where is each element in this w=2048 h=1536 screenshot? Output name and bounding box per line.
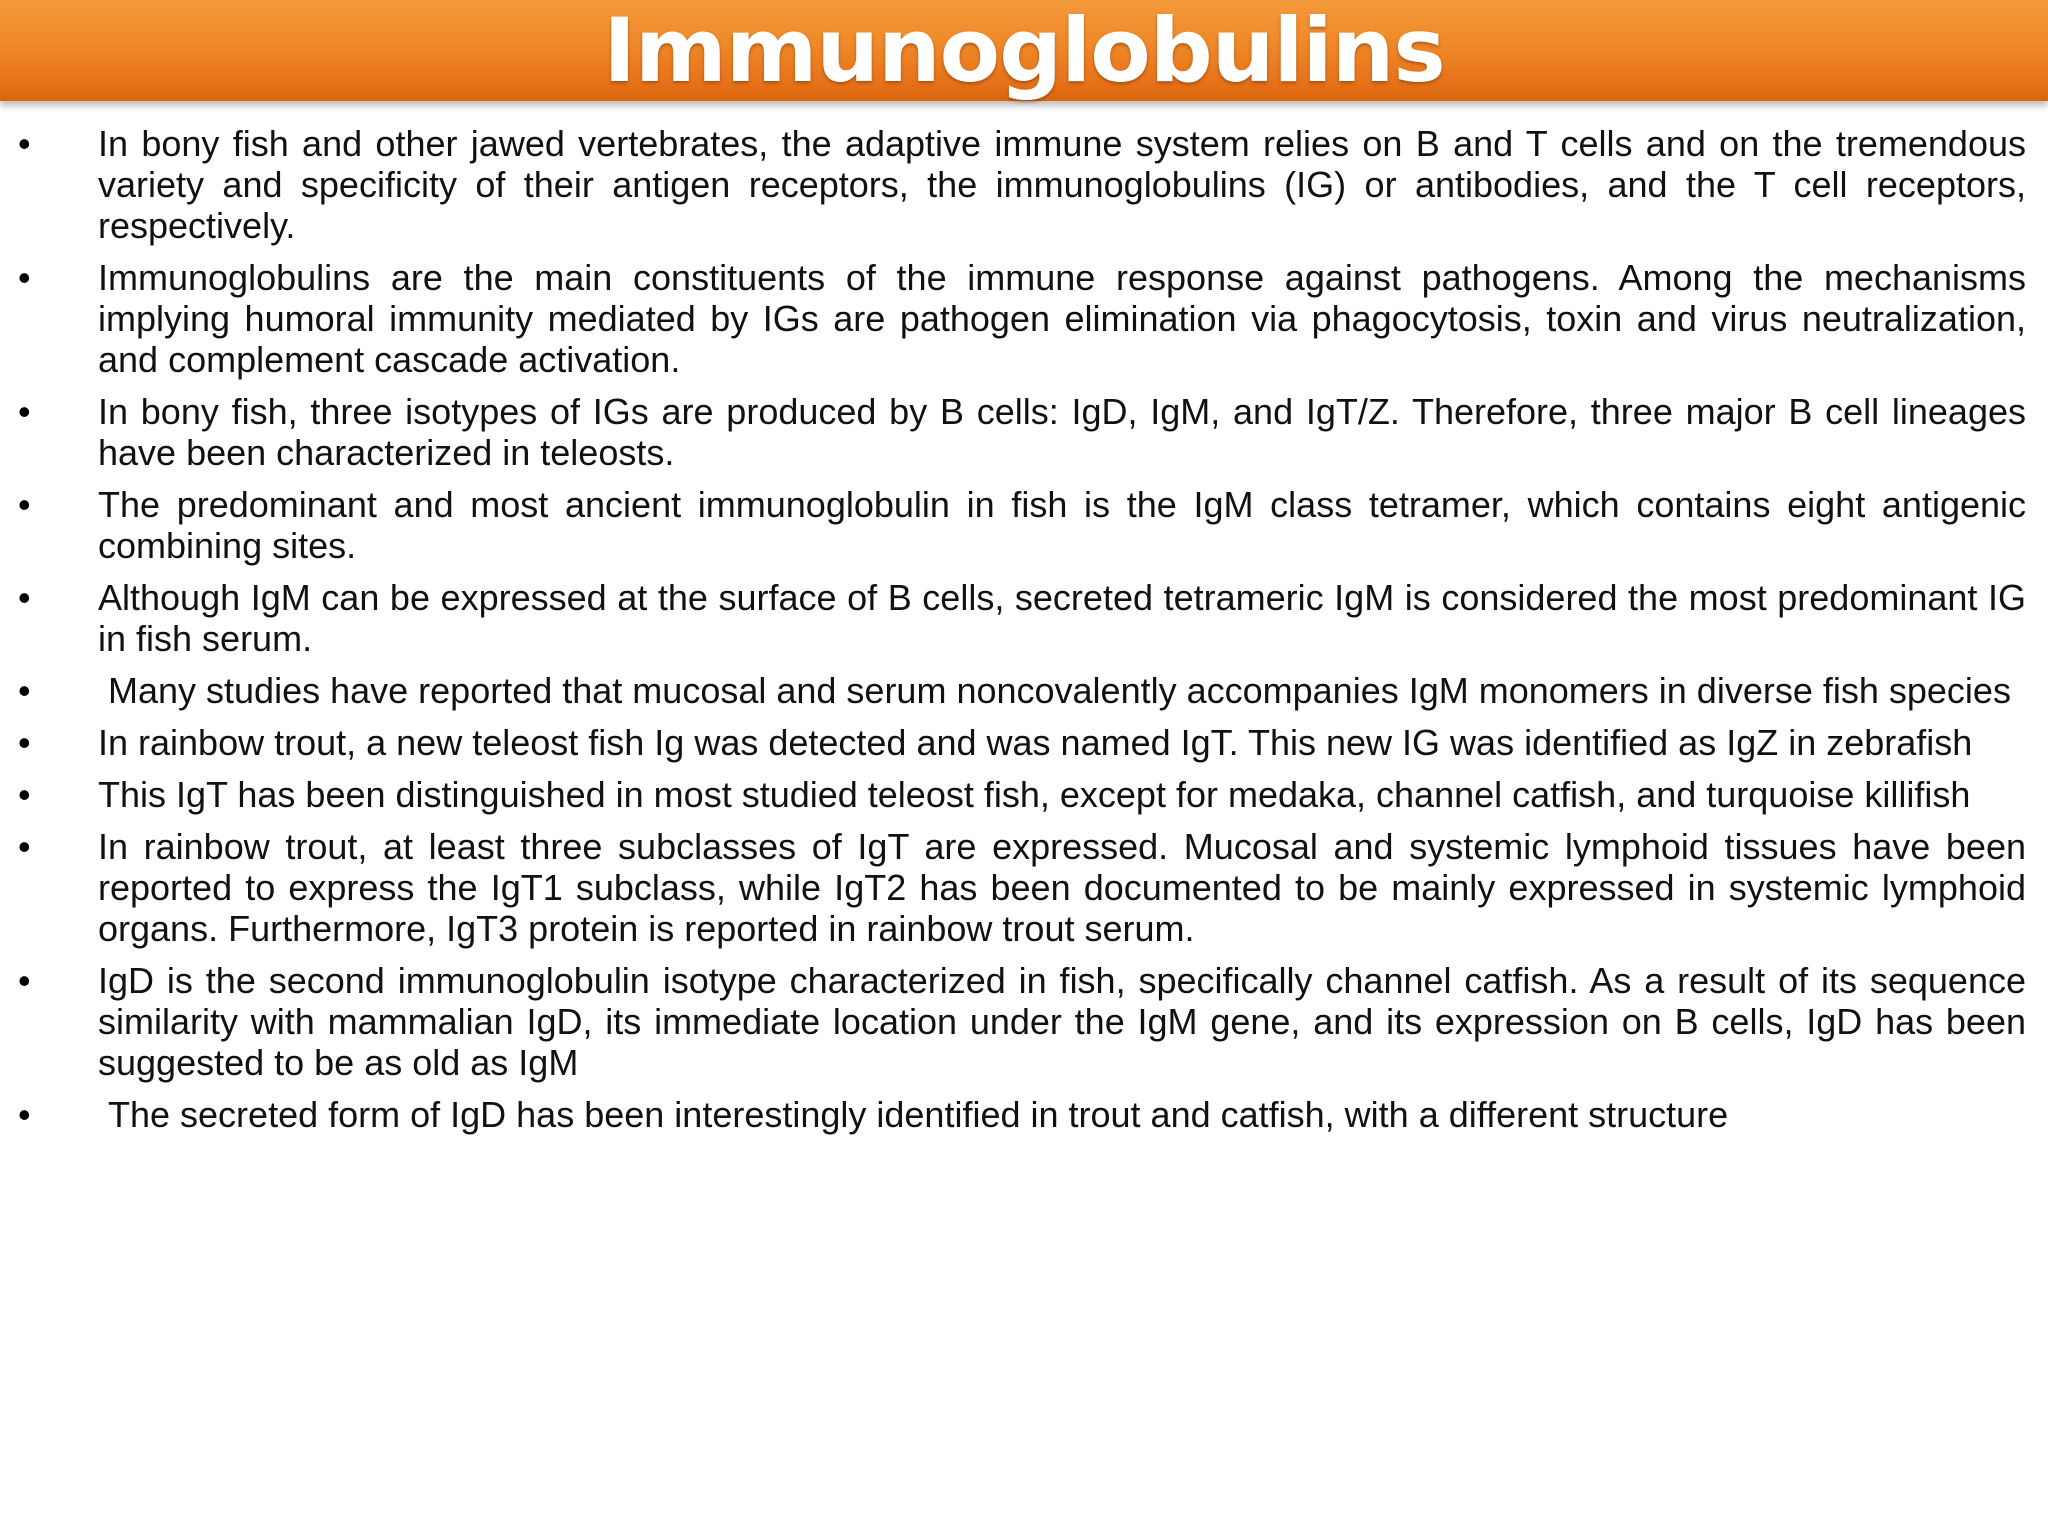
bullet-icon: • [18, 774, 31, 815]
bullet-icon: • [18, 722, 31, 763]
bullet-text: In bony fish and other jawed vertebrates, the adaptive immune system relies on B and T cells and on the tremendous variety and specificity of their antigen receptors, the immunoglobulins (IG) or antibodies, and the T cell receptors, respectively. [98, 123, 2026, 246]
bullet-item [0, 722, 2048, 763]
bullet-icon: • [18, 257, 31, 298]
bullet-icon: • [18, 960, 31, 1001]
bullet-icon: • [18, 670, 31, 711]
bullet-item [0, 257, 2048, 380]
bullet-text: In bony fish, three isotypes of IGs are produced by B cells: IgD, IgM, and IgT/Z. Therefore, three major B cell lineages have been characterized in teleosts. [98, 391, 2026, 473]
bullet-item [0, 670, 2048, 711]
bullet-text: In rainbow trout, at least three subclasses of IgT are expressed. Mucosal and systemic lymphoid tissues have been reported to express the IgT1 subclass, while IgT2 has been documented to be mainly expressed in systemic lymphoid organs. Furthermore, IgT3 protein is reported in rainbow trout serum. [98, 826, 2026, 949]
bullet-text: The predominant and most ancient immunoglobulin in fish is the IgM class tetramer, which contains eight antigenic combining sites. [98, 484, 2026, 566]
bullet-icon: • [18, 484, 31, 525]
bullet-list [0, 123, 2048, 1146]
bullet-icon: • [18, 826, 31, 867]
bullet-text: In rainbow trout, a new teleost fish Ig was detected and was named IgT. This new IG was identified as IgZ in zebrafish [98, 722, 1973, 763]
bullet-text: This IgT has been distinguished in most studied teleost fish, except for medaka, channel catfish, and turquoise killifish [98, 774, 1971, 815]
bullet-icon: • [18, 391, 31, 432]
bullet-item [0, 123, 2048, 246]
bullet-text: Although IgM can be expressed at the surface of B cells, secreted tetrameric IgM is considered the most predominant IG in fish serum. [98, 577, 2026, 659]
bullet-item [0, 484, 2048, 566]
bullet-item [0, 774, 2048, 815]
bullet-item [0, 960, 2048, 1083]
bullet-item [0, 391, 2048, 473]
bullet-text: IgD is the second immunoglobulin isotype characterized in fish, specifically channel catfish. As a result of its sequence similarity with mammalian IgD, its immediate location under the IgM gene, and its expression on B cells, IgD has been suggested to be as old as IgM [98, 960, 2026, 1083]
slide-title: Immunoglobulins [603, 0, 1445, 102]
bullet-item [0, 826, 2048, 949]
bullet-icon: • [18, 1094, 31, 1135]
bullet-item [0, 577, 2048, 659]
bullet-text: Immunoglobulins are the main constituents of the immune response against pathogens. Among the mechanisms implying humoral immunity mediated by IGs are pathogen elimination via phagocytosis, toxin and virus neutralization, and complement cascade activation. [98, 257, 2026, 380]
bullet-text: The secreted form of IgD has been interestingly identified in trout and catfish, with a different structure [108, 1094, 1729, 1135]
bullet-icon: • [18, 123, 31, 164]
bullet-icon: • [18, 577, 31, 618]
bullet-text: Many studies have reported that mucosal and serum noncovalently accompanies IgM monomers in diverse fish species [108, 670, 2011, 711]
bullet-item [0, 1094, 2048, 1135]
